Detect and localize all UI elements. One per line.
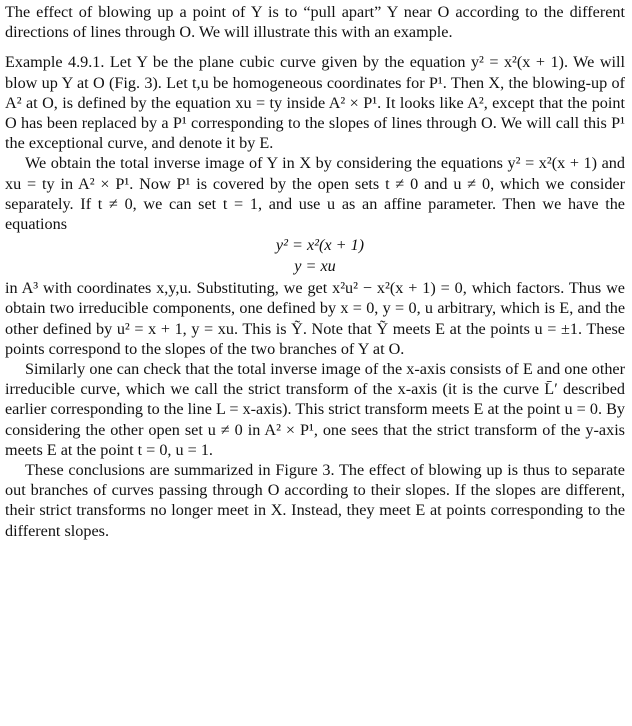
displayed-equations	[5, 235, 625, 277]
equation-cubic: y² = x²(x + 1)	[275, 236, 365, 255]
example-paragraph: Example 4.9.1. Let Y be the plane cubic curve given by the equation y² = x²(x + 1). We will blow up Y at O (Fig. 3). Let t,u be homogeneous coordinates for P¹. Then X, the blowing-up of A² at O, is defined by the equation xu = ty inside A² × P¹. It looks like A², except that the point O has been replaced by a P¹ corresponding to the slopes of lines through O. We will call this P¹ the exceptional curve, and denote it by E.	[5, 53, 625, 153]
equation-line: y = xu	[294, 257, 336, 276]
conclusion-paragraph: These conclusions are summarized in Figure 3. The effect of blowing up is thus to separate out branches of curves passing through O according to their slopes. If the slopes are different, their strict transforms no longer meet in X. Instead, they meet E at points corresponding to the different slopes.	[5, 461, 625, 540]
substitution-paragraph: in A³ with coordinates x,y,u. Substituting, we get x²u² − x²(x + 1) = 0, which factors. Thus we obtain two irreducible components, one defined by x = 0, y = 0, u arbitrary, which is E, and the other defined by u² = x + 1, y = xu. This is Ỹ. Note that Ỹ meets E at the points u = ±1. These points correspond to the slopes of the two branches of Y at O.	[5, 279, 625, 358]
strict-transform-paragraph: Similarly one can check that the total inverse image of the x-axis consists of E and one other irreducible curve, which we call the strict transform of the x-axis (it is the curve L̄′ described earlier corresponding to the line L = x-axis). This strict transform meets E at the point u = 0. By considering the other open set u ≠ 0 in A² × P¹, one sees that the strict transform of the y-axis meets E at the point t = 0, u = 1.	[5, 360, 625, 459]
intro-paragraph: The effect of blowing up a point of Y is to “pull apart” Y near O according to the different directions of lines through O. We will illustrate this with an example.	[5, 3, 625, 42]
inverse-image-paragraph: We obtain the total inverse image of Y in X by considering the equations y² = x²(x + 1) and xu = ty in A² × P¹. Now P¹ is covered by the open sets t ≠ 0 and u ≠ 0, which we consider separately. If t ≠ 0, we can set t = 1, and use u as an affine parameter. Then we have the equations	[5, 154, 625, 234]
